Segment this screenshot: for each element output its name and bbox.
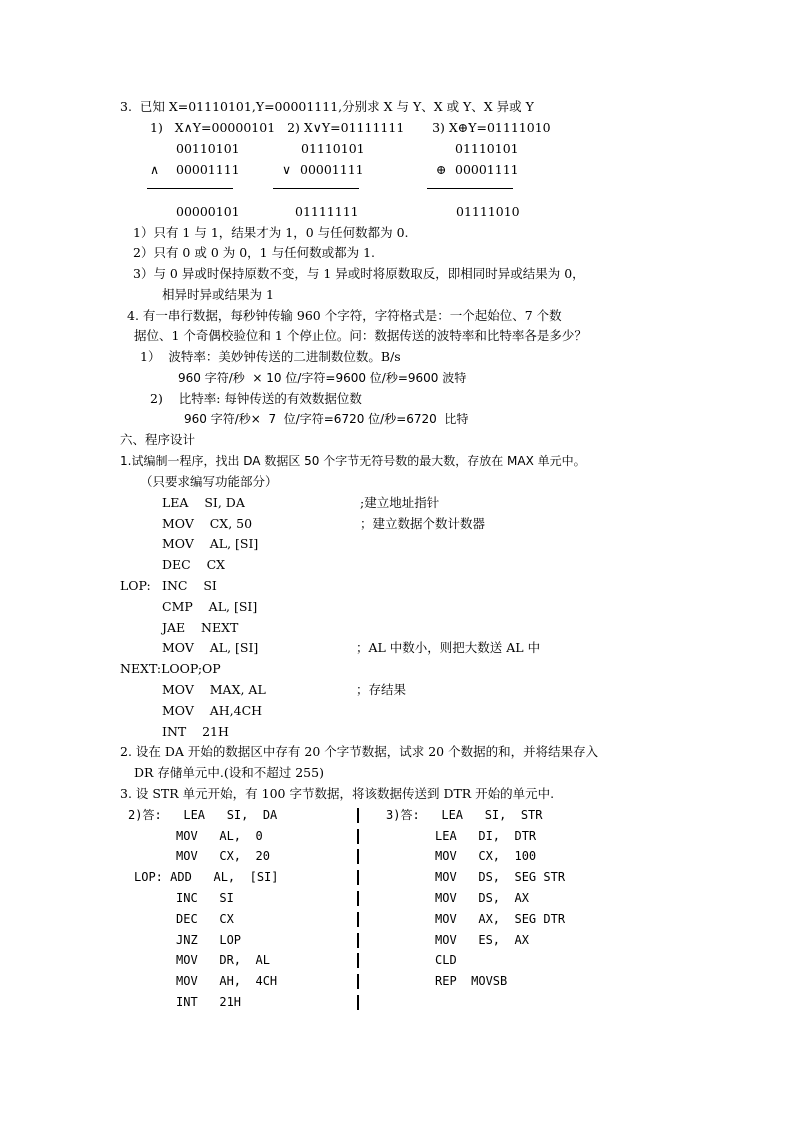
and-operand-a: 00110101 — [176, 141, 240, 156]
code-label: LOP: — [120, 578, 151, 593]
xor-result: 01111010 — [456, 204, 520, 219]
or-result-rule — [273, 188, 359, 189]
code-line: JAE NEXT — [162, 620, 239, 635]
code-line: MOV AL, [SI] — [162, 536, 259, 551]
program-1-note: （只要求编写功能部分） — [140, 474, 278, 489]
answer-2-line: MOV AH, 4CH — [176, 974, 278, 988]
xor-operand-a: 01110101 — [455, 141, 519, 156]
answer-2-line: JNZ LOP — [176, 933, 242, 947]
q4-answer-2: 2) 比特率: 每钟传送的有效数据位数 — [150, 391, 362, 406]
or-operator: ∨ — [282, 162, 292, 177]
answer-2-line: INT 21H — [176, 995, 242, 1009]
q3-note-4: 相异时异或结果为 1 — [162, 287, 274, 302]
xor-operand-b: 00001111 — [455, 162, 519, 177]
code-comment: ；建立数据个数计数器 — [360, 516, 486, 531]
code-line: DEC CX — [162, 557, 226, 572]
code-line: LEA SI, DA — [162, 495, 245, 510]
or-operand-a: 01110101 — [301, 141, 365, 156]
column-divider — [357, 829, 359, 844]
q4-line-1: 4. 有一串行数据，每秒钟传输 960 个字符，字符格式是：一个起始位、7 个数 — [127, 308, 562, 323]
column-divider — [357, 933, 359, 948]
q3-note-2: 2）只有 0 或 0 为 0，1 与任何数或都为 1. — [133, 245, 376, 260]
column-divider — [357, 870, 359, 885]
and-result: 00000101 — [176, 204, 240, 219]
and-result-rule — [147, 188, 233, 189]
section-heading: 六、程序设计 — [120, 432, 196, 447]
code-label: NEXT:LOOP;OP — [120, 661, 221, 676]
answer-2-line: MOV CX, 20 — [176, 849, 270, 863]
q4-answer-2-calc: 960 字符/秒× 7 位/字符=6720 位/秒=6720 比特 — [184, 412, 469, 426]
and-operand-b: 00001111 — [176, 162, 240, 177]
answer-2-line: DEC CX — [176, 912, 234, 926]
q4-answer-1: 1） 波特率：美妙钟传送的二进制数位数。B/s — [140, 349, 401, 364]
q4-answer-1-calc: 960 字符/秒 × 10 位/字符=9600 位/秒=9600 波特 — [178, 371, 467, 385]
code-line: CMP AL, [SI] — [162, 599, 258, 614]
q4-line-2: 据位、1 个奇偶校验位和 1 个停止位。问：数据传送的波特率和比特率各是多少？ — [134, 328, 587, 343]
q3-title: 3. 已知 X=01110101,Y=00001111,分别求 X 与 Y、X 或 Y、X 异或 Y — [120, 99, 534, 114]
answer-2-line: LOP: ADD AL, [SI] — [134, 870, 279, 884]
column-divider — [357, 808, 359, 823]
code-line: MOV AH,4CH — [162, 703, 263, 718]
answer-2-line: 2)答: LEA SI, DA — [128, 808, 278, 822]
column-divider — [357, 891, 359, 906]
program-2-line-2: DR 存储单元中.(设和不超过 255) — [134, 765, 324, 780]
program-2-line-1: 2. 设在 DA 开始的数据区中存有 20 个字节数据，试求 20 个数据的和，并将结果存入 — [120, 744, 599, 759]
answer-3-line: 3)答: LEA SI, STR — [386, 808, 543, 822]
answer-3-line: CLD — [435, 953, 457, 967]
q3-parts: 1) X∧Y=00000101 2) X∨Y=01111111 3) X⊕Y=01111010 — [150, 120, 551, 135]
answer-3-line: LEA DI, DTR — [435, 829, 537, 843]
program-3-line-1: 3. 设 STR 单元开始，有 100 字节数据，将该数据传送到 DTR 开始的单元中. — [120, 786, 555, 801]
code-line: INC SI — [162, 578, 217, 593]
answer-3-line: MOV DS, AX — [435, 891, 529, 905]
code-comment: ；存结果 — [356, 682, 407, 697]
column-divider — [357, 974, 359, 989]
column-divider — [357, 912, 359, 927]
q3-note-3: 3）与 0 异或时保持原数不变，与 1 异或时将原数取反，即相同时异或结果为 0， — [133, 266, 585, 281]
answer-3-line: MOV AX, SEG DTR — [435, 912, 566, 926]
code-comment: ;建立地址指针 — [360, 495, 440, 510]
or-operand-b: 00001111 — [300, 162, 364, 177]
code-line: MOV CX, 50 — [162, 516, 253, 531]
code-line: MOV MAX, AL — [162, 682, 266, 697]
and-operator: ∧ — [150, 162, 160, 177]
answer-2-line: MOV AL, 0 — [176, 829, 263, 843]
answer-3-line: MOV CX, 100 — [435, 849, 537, 863]
program-1-title: 1.试编制一程序，找出 DA 数据区 50 个字节无符号数的最大数，存放在 MAX 单元中。 — [120, 454, 586, 468]
q3-note-1: 1）只有 1 与 1，结果才为 1，0 与任何数都为 0. — [133, 225, 409, 240]
column-divider — [357, 953, 359, 968]
answer-2-line: MOV DR, AL — [176, 953, 270, 967]
code-line: INT 21H — [162, 724, 229, 739]
xor-result-rule — [427, 188, 513, 189]
column-divider — [357, 995, 359, 1010]
xor-operator: ⊕ — [436, 162, 447, 177]
answer-3-line: REP MOVSB — [435, 974, 508, 988]
code-line: MOV AL, [SI] — [162, 640, 259, 655]
answer-2-line: INC SI — [176, 891, 234, 905]
column-divider — [357, 849, 359, 864]
answer-3-line: MOV ES, AX — [435, 933, 529, 947]
or-result: 01111111 — [295, 204, 359, 219]
answer-3-line: MOV DS, SEG STR — [435, 870, 566, 884]
code-comment: ；AL 中数小，则把大数送 AL 中 — [356, 640, 541, 655]
